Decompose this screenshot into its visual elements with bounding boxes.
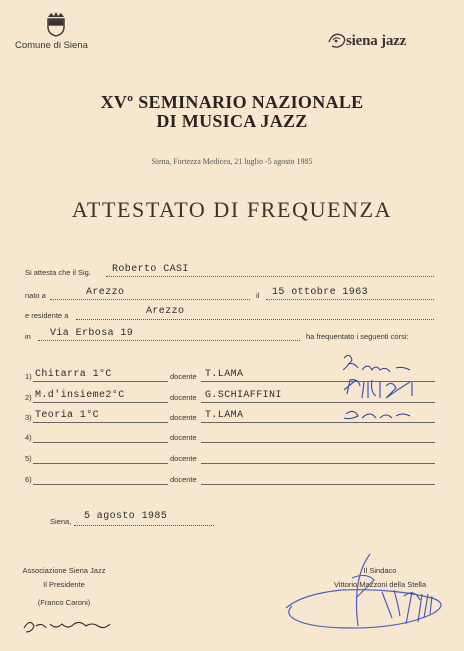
teacher-name: T.LAMA	[205, 410, 244, 421]
attended-label: ha frequentato i seguenti corsi:	[306, 332, 409, 341]
course-name: Chitarra 1°C	[35, 369, 112, 380]
teacher-signatures	[340, 352, 435, 427]
title-line-2: DI MUSICA JAZZ	[156, 111, 308, 131]
in-label: in	[25, 332, 31, 341]
president-signature	[22, 614, 112, 636]
birthdate: 15 ottobre 1963	[272, 287, 369, 298]
subtitle: Siena, Fortezza Medicea, 21 luglio -5 agosto 1985	[151, 157, 313, 166]
title-line-1: XVº SEMINARIO NAZIONALE	[100, 92, 364, 112]
course-number: 1)	[25, 372, 32, 381]
residence-rule	[76, 319, 434, 320]
association-name: Associazione Siena Jazz	[22, 566, 106, 575]
course-row	[25, 432, 435, 444]
name-rule	[106, 276, 434, 277]
teacher-rule	[201, 442, 435, 443]
course-rule	[33, 442, 168, 443]
course-number: 5)	[25, 454, 32, 463]
residence: Arezzo	[146, 306, 185, 317]
address: Via Erbosa 19	[50, 328, 134, 339]
course-number: 2)	[25, 393, 32, 402]
course-number: 6)	[25, 475, 32, 484]
course-rule	[33, 463, 168, 464]
issue-date-rule	[74, 525, 214, 526]
teacher-label: docente	[170, 454, 197, 463]
birthplace-rule	[50, 299, 250, 300]
intro-label: Si attesta che il Sig.	[25, 268, 91, 277]
birthdate-rule	[266, 299, 434, 300]
teacher-name: G.SCHIAFFINI	[205, 390, 282, 401]
teacher-label: docente	[170, 372, 197, 381]
course-name: M.d'insieme2°C	[35, 390, 125, 401]
teacher-rule	[201, 484, 435, 485]
mayor-name: Vittorio Mazzoni della Stella	[334, 580, 426, 589]
mayor-signature	[282, 548, 452, 640]
birthplace: Arezzo	[86, 287, 125, 298]
teacher-rule	[201, 463, 435, 464]
course-row	[25, 453, 435, 465]
brand-logo-text: siena jazz	[346, 33, 407, 49]
president-name: (Franco Caroni)	[37, 598, 91, 607]
issue-date: 5 agosto 1985	[84, 511, 168, 522]
teacher-label: docente	[170, 433, 197, 442]
course-rule	[33, 484, 168, 485]
place-label: Siena,	[50, 517, 72, 526]
course-name: Teoria 1°C	[35, 410, 100, 421]
president-title: Il Presidente	[43, 580, 85, 589]
course-rule	[33, 402, 168, 403]
student-name: Roberto CASI	[112, 264, 189, 275]
resident-label: e residente a	[25, 311, 69, 320]
course-rule	[33, 381, 168, 382]
course-rule	[33, 422, 168, 423]
born-label: nato a	[25, 291, 46, 300]
crest-icon	[46, 12, 66, 36]
teacher-label: docente	[170, 413, 197, 422]
municipality-label: Comune di Siena	[15, 40, 88, 51]
teacher-label: docente	[170, 475, 197, 484]
teacher-name: T.LAMA	[205, 369, 244, 380]
address-rule	[38, 340, 300, 341]
teacher-label: docente	[170, 393, 197, 402]
certificate-heading: ATTESTATO DI FREQUENZA	[71, 197, 393, 222]
course-row	[25, 474, 435, 486]
course-number: 3)	[25, 413, 32, 422]
date-label: il	[256, 291, 260, 300]
course-number: 4)	[25, 433, 32, 442]
mayor-title: Il Sindaco	[363, 566, 397, 575]
